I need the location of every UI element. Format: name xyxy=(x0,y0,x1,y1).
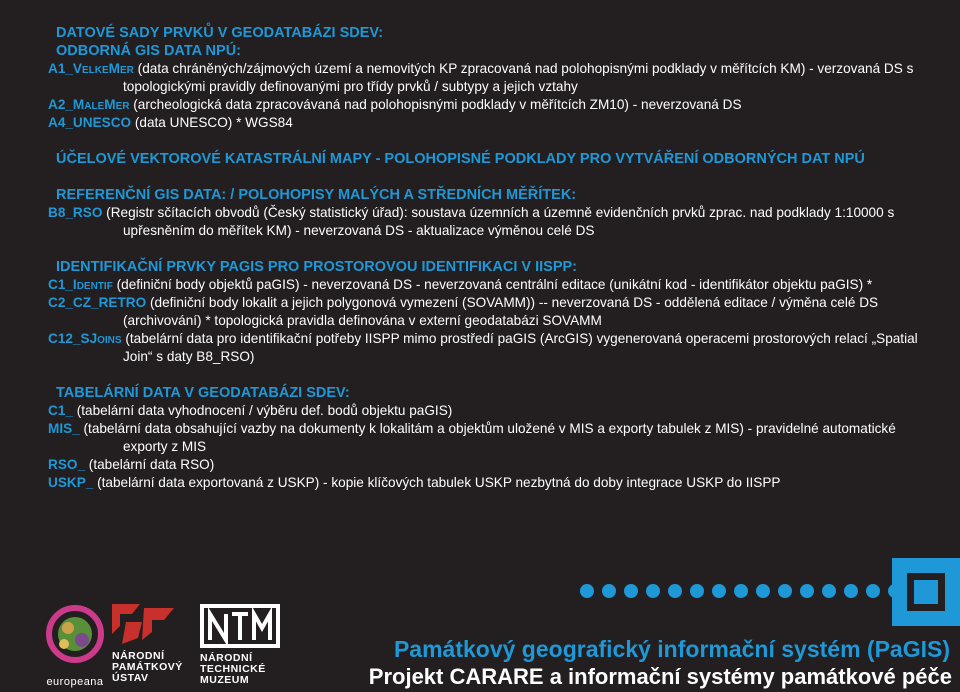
dot-icon xyxy=(646,584,660,598)
dot-icon xyxy=(690,584,704,598)
list-item xyxy=(48,204,918,240)
item-text: (tabelární data pro identifikační potřeby IISPP mimo prostředí paGIS (ArcGIS) vygenerovaná operacemi prostorových relací „Spatial Join“ s daty B8_RSO) xyxy=(121,331,918,364)
heading-npu-data: ODBORNÁ GIS DATA NPÚ: xyxy=(56,43,242,59)
item-code: A1_VelkeMer xyxy=(48,61,134,76)
item-text: (data chráněných/zájmových území a nemovitých KP zpracovaná nad polohopisnými podklady v měřítcích KM) - verzovaná DS s topologickými pravidly definovanými pro třídy prvků / subtypy a jejich vztahy xyxy=(123,61,914,94)
item-code: A2_MaleMer xyxy=(48,97,130,112)
item-code: A4_UNESCO xyxy=(48,115,132,130)
heading-reference: REFERENČNÍ GIS DATA: / POLOHOPISY MALÝCH A STŘEDNÍCH MĚŘÍTEK: xyxy=(56,187,577,203)
item-code: C2_CZ_RETRO xyxy=(48,295,147,310)
list-item xyxy=(48,402,918,420)
item-text: (tabelární data obsahující vazby na dokumenty k lokalitám a objektům uložené v MIS a exporty tabulek z MIS) - pravidelné automatické exporty z MIS xyxy=(79,421,896,454)
dot-icon xyxy=(756,584,770,598)
heading-tabular: TABELÁRNÍ DATA V GEODATABÁZI SDEV: xyxy=(56,385,350,401)
list-item xyxy=(48,456,918,474)
item-text: (Registr sčítacích obvodů (Český statistický úřad): soustava územních a územně evidenčních prvků zprac. nad podklady 1:10000 s upřesněním do měřítek KM) - neverzovaná DS - aktualizace výměnou celé DS xyxy=(102,205,895,238)
ntm-line3: MUZEUM xyxy=(200,674,250,686)
dot-icon xyxy=(734,584,748,598)
item-text: (definiční body lokalit a jejich polygonová vymezení (SOVAMM)) -- neverzovaná DS - oddělená editace / výměna celé DS (archivování) * topologická pravidla definována v externí geodatabázi SOVAMM xyxy=(123,295,879,328)
item-text: (tabelární data vyhodnocení / výběru def. bodů objektu paGIS) xyxy=(72,403,453,418)
heading-cadastral: ÚČELOVÉ VEKTOROVÉ KATASTRÁLNÍ MAPY - POLOHOPISNÉ PODKLADY PRO VYTVÁŘENÍ ODBORNÝCH DAT NPÚ xyxy=(56,151,865,167)
ntm-line2: TECHNICKÉ xyxy=(200,663,266,675)
list-item xyxy=(48,420,918,456)
dot-icon xyxy=(822,584,836,598)
item-text: (tabelární data RSO) xyxy=(85,457,215,472)
item-text: (archeologická data zpracovávaná nad polohopisnými podklady v měřítcích ZM10) - neverzovaná DS xyxy=(129,97,742,112)
npu-line3: ÚSTAV xyxy=(112,672,149,684)
item-code: C12_SJoins xyxy=(48,331,122,346)
item-code: C1_ xyxy=(48,403,73,418)
item-code: C1_Identif xyxy=(48,277,113,292)
item-text: (definiční body objektů paGIS) - neverzovaná DS - neverzovaná centrální editace (unikátní kod - identifikátor objektu paGIS) * xyxy=(112,277,873,292)
dots-decoration xyxy=(580,584,902,598)
ntm-logo xyxy=(200,604,280,688)
list-item xyxy=(48,276,918,294)
dot-icon xyxy=(668,584,682,598)
heading-datasets: DATOVÉ SADY PRVKŮ V GEODATABÁZI SDEV: xyxy=(56,25,384,41)
npu-line2: PAMÁTKOVÝ xyxy=(112,661,183,673)
square-decoration-icon xyxy=(892,558,960,626)
npu-mark-icon xyxy=(112,604,182,646)
footer-subtitle: Projekt CARARE a informační systémy památkové péče xyxy=(368,664,952,689)
dot-icon xyxy=(800,584,814,598)
ntm-line1: NÁRODNÍ xyxy=(200,652,253,664)
europeana-label: europeana xyxy=(46,676,104,688)
list-item xyxy=(48,294,918,330)
dot-icon xyxy=(866,584,880,598)
item-text: (data UNESCO) * WGS84 xyxy=(131,115,293,130)
item-code: USKP_ xyxy=(48,475,94,490)
item-code: RSO_ xyxy=(48,457,86,472)
dot-icon xyxy=(844,584,858,598)
dot-icon xyxy=(712,584,726,598)
dot-icon xyxy=(888,584,902,598)
footer-title: Památkový geografický informační systém (PaGIS) xyxy=(393,636,950,662)
list-item xyxy=(48,114,918,132)
ntm-mark-icon xyxy=(200,604,280,648)
dot-icon xyxy=(624,584,638,598)
list-item xyxy=(48,96,918,114)
item-code: B8_RSO xyxy=(48,205,103,220)
item-code: MIS_ xyxy=(48,421,80,436)
main-content xyxy=(48,24,918,492)
dot-icon xyxy=(602,584,616,598)
list-item xyxy=(48,60,918,96)
npu-logo xyxy=(112,604,198,688)
europeana-logo xyxy=(46,602,104,688)
dot-icon xyxy=(778,584,792,598)
npu-line1: NÁRODNÍ xyxy=(112,650,165,662)
dot-icon xyxy=(580,584,594,598)
list-item xyxy=(48,330,918,366)
item-text: (tabelární data exportovaná z USKP) - kopie klíčových tabulek USKP nezbytná do doby integrace USKP do IISPP xyxy=(93,475,781,490)
list-item xyxy=(48,474,918,492)
europeana-mark-icon xyxy=(46,602,104,672)
heading-identification: IDENTIFIKAČNÍ PRVKY PAGIS PRO PROSTOROVOU IDENTIFIKACI V IISPP: xyxy=(56,259,577,275)
